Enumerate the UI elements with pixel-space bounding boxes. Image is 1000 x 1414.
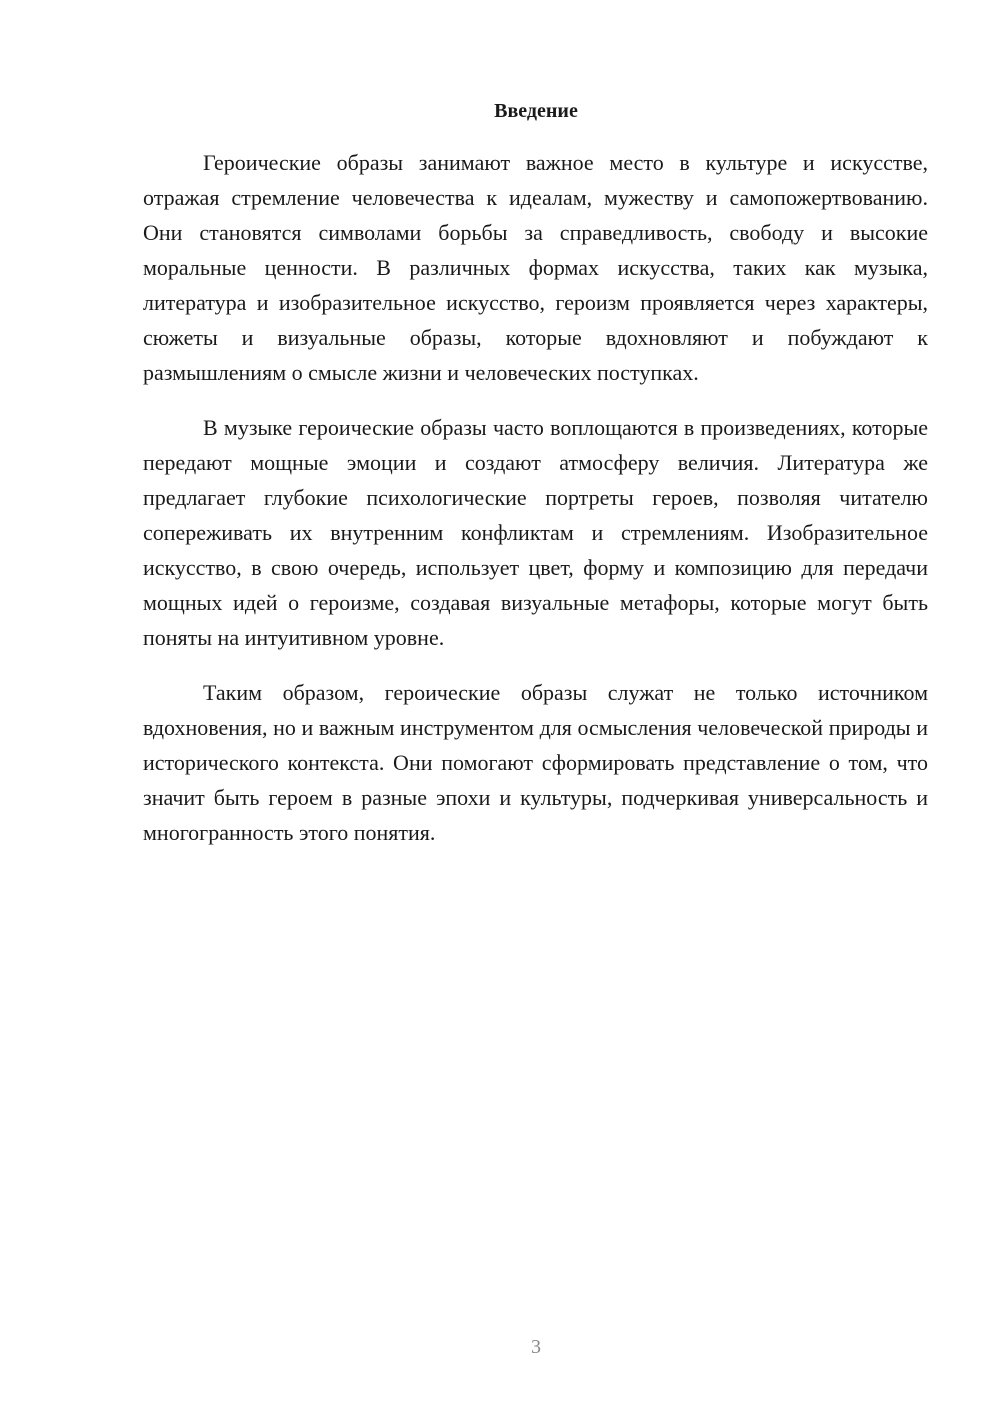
page-number: 3 [531, 1336, 541, 1358]
document-body [143, 145, 928, 870]
paragraph: Героические образы занимают важное место в культуре и искусстве, отражая стремление человечества к идеалам, мужеству и самопожертвованию. Они становятся символами борьбы за справедливость, свободу и высокие моральные ценности. В различных формах искусства, таких как музыка, литература и изобразительное искусство, героизм проявляется через характеры, сюжеты и визуальные образы, которые вдохновляют и побуждают к размышлениям о смысле жизни и человеческих поступках. [143, 150, 928, 385]
page-title: Введение [494, 100, 578, 122]
paragraph: Таким образом, героические образы служат не только источником вдохновения, но и важным инструментом для осмысления человеческой природы и исторического контекста. Они помогают сформировать представление о том, что значит быть героем в разные эпохи и культуры, подчеркивая универсальность и многогранность этого понятия. [143, 680, 928, 845]
paragraph: В музыке героические образы часто воплощаются в произведениях, которые передают мощные эмоции и создают атмосферу величия. Литература же предлагает глубокие психологические портреты героев, позволяя читателю сопереживать их внутренним конфликтам и стремлениям. Изобразительное искусство, в свою очередь, использует цвет, форму и композицию для передачи мощных идей о героизме, создавая визуальные метафоры, которые могут быть поняты на интуитивном уровне. [143, 415, 928, 650]
